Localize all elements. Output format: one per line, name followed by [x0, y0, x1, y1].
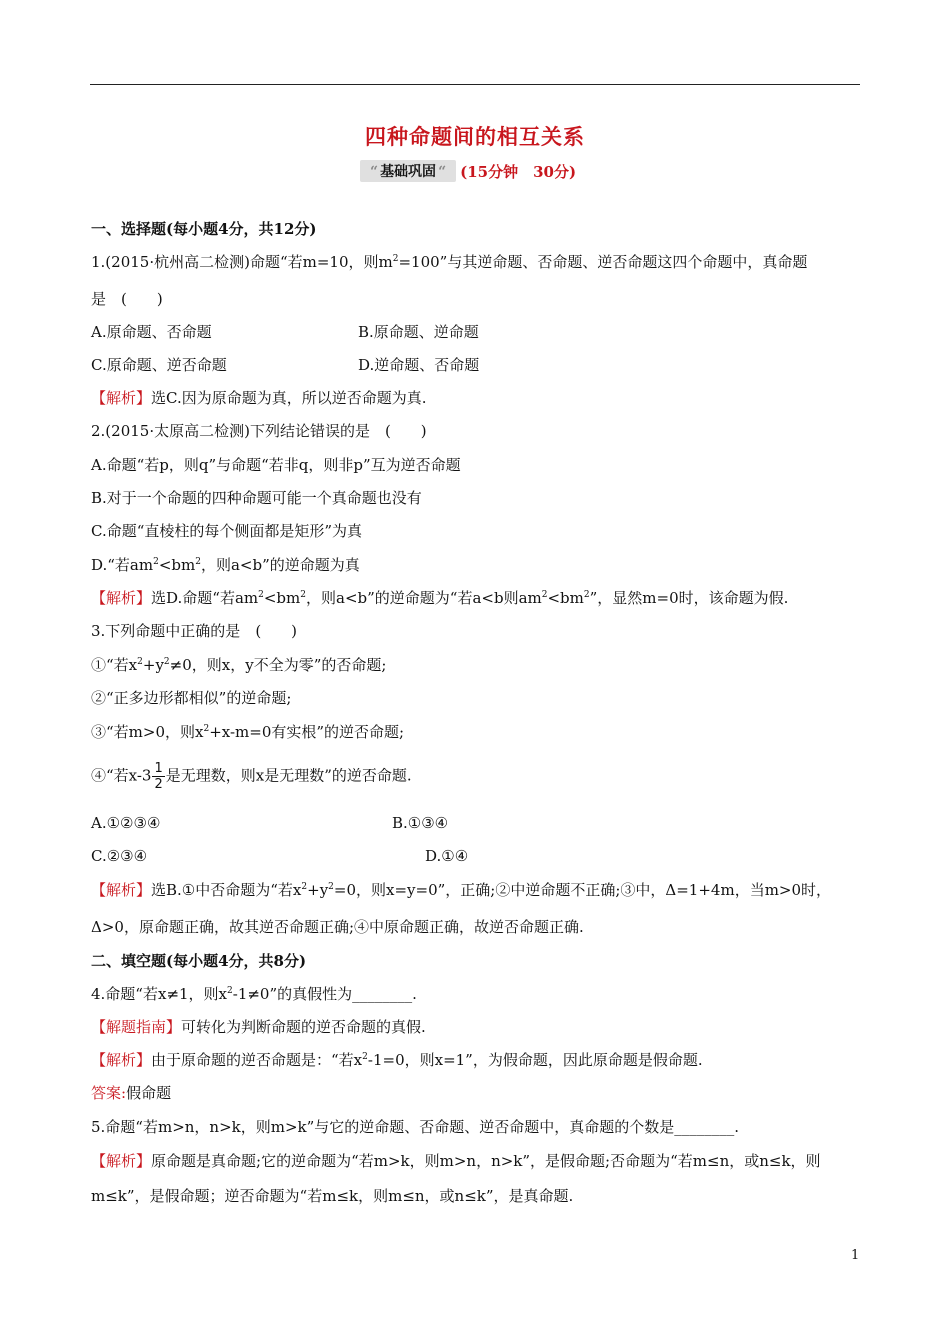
q2-option-b: B.对于一个命题的四种命题可能一个真命题也没有: [91, 489, 422, 507]
q2-option-a: A.命题“若p，则q”与命题“若非q，则非p”互为逆否命题: [91, 456, 461, 474]
q3-item-2: ②“正多边形都相似”的逆命题;: [91, 689, 292, 707]
q2-stem: 2.(2015·太原高二检测)下列结论错误的是 ( ): [91, 422, 427, 440]
page-title: 四种命题间的相互关系: [365, 124, 585, 149]
q3-option-c: C.②③④: [91, 847, 148, 865]
header-rule: [90, 84, 860, 85]
subtitle: [360, 158, 576, 184]
q1-analysis: 【解析】选C.因为原命题为真，所以逆否命题为真.: [91, 389, 427, 407]
q3-item-1: ①“若$x^2+y^2\ne 0$，则x，y不全为零”的否命题;: [91, 656, 387, 674]
q5-stem: 5.命题“若m>n，n>k，则m>k”与它的逆命题、否命题、逆否命题中，真命题的个数是________.: [91, 1118, 740, 1136]
q3-option-b: B.①③④: [392, 814, 449, 832]
q3-option-d: D.①④: [425, 847, 469, 865]
q1-option-b: B.原命题、逆命题: [358, 323, 479, 341]
section-badge: “ 基础巩固 “: [360, 160, 456, 182]
q3-option-a: A.①②③④: [91, 814, 161, 832]
q4-answer: 答案:假命题: [91, 1084, 172, 1102]
page-number: 1: [851, 1248, 860, 1263]
q3-item-3: ③“若m>0，则$x^2+x-m=0$有实根”的逆否命题;: [91, 723, 405, 741]
q1-option-d: D.逆命题、否命题: [358, 356, 480, 374]
q1-stem-cont: 是 ( ): [91, 290, 163, 308]
section-heading-choice: 一、选择题(每小题4分，共12分): [91, 220, 317, 238]
q2-option-c: C.命题“直棱柱的每个侧面都是矩形”为真: [91, 522, 363, 540]
q4-analysis: 【解析】由于原命题的逆否命题是：“若$x^2-1=0$，则x=1”，为假命题，因此原命题是假命题.: [91, 1051, 703, 1069]
q1-option-c: C.原命题、逆否命题: [91, 356, 227, 374]
q3-stem: 3.下列命题中正确的是 ( ): [91, 622, 298, 640]
section-heading-fill: 二、填空题(每小题4分，共8分): [91, 952, 307, 970]
fraction: $\frac{1}{2}$: [154, 761, 163, 792]
q3-analysis-cont: Δ>0，原命题正确，故其逆否命题正确;④中原命题正确，故逆否命题正确.: [91, 918, 584, 936]
q3-item-4: ④“若x-3 $\frac{1}{2}$ 是无理数，则x是无理数”的逆否命题.: [91, 761, 412, 792]
q5-analysis: 【解析】原命题是真命题;它的逆命题为“若m>k，则m>n，n>k”，是假命题;否命题为“若m≤n，或n≤k，则: [91, 1152, 821, 1170]
time-label: (15分钟 30分): [460, 162, 577, 181]
q3-analysis: 【解析】选B.①中否命题为“若$x^2+y^2=0$，则x=y=0”，正确;②中逆命题不正确;③中，Δ=1+4m，当m>0时，: [91, 881, 832, 899]
q2-analysis: 【解析】选D.命题“若$am^2<bm^2$，则a<b”的逆命题为“若a<b则$am^2<bm^2$”，显然m=0时，该命题为假.: [91, 589, 789, 607]
q2-option-d: D.“若$am^2<bm^2$，则a<b”的逆命题为真: [91, 556, 360, 574]
q4-guide: 【解题指南】可转化为判断命题的逆否命题的真假.: [91, 1018, 426, 1036]
q1-option-a: A.原命题、否命题: [91, 323, 212, 341]
q1-stem: 1.(2015·杭州高二检测)命题“若m=10，则$m^2=100$”与其逆命题、否命题、逆否命题这四个命题中，真命题: [91, 253, 808, 271]
q5-analysis-cont: m≤k”，是假命题；逆否命题为“若m≤k，则m≤n，或n≤k”，是真命题.: [91, 1187, 574, 1205]
q4-stem: 4.命题“若x≠1，则$x^2-1\ne 0$”的真假性为________.: [91, 985, 417, 1003]
